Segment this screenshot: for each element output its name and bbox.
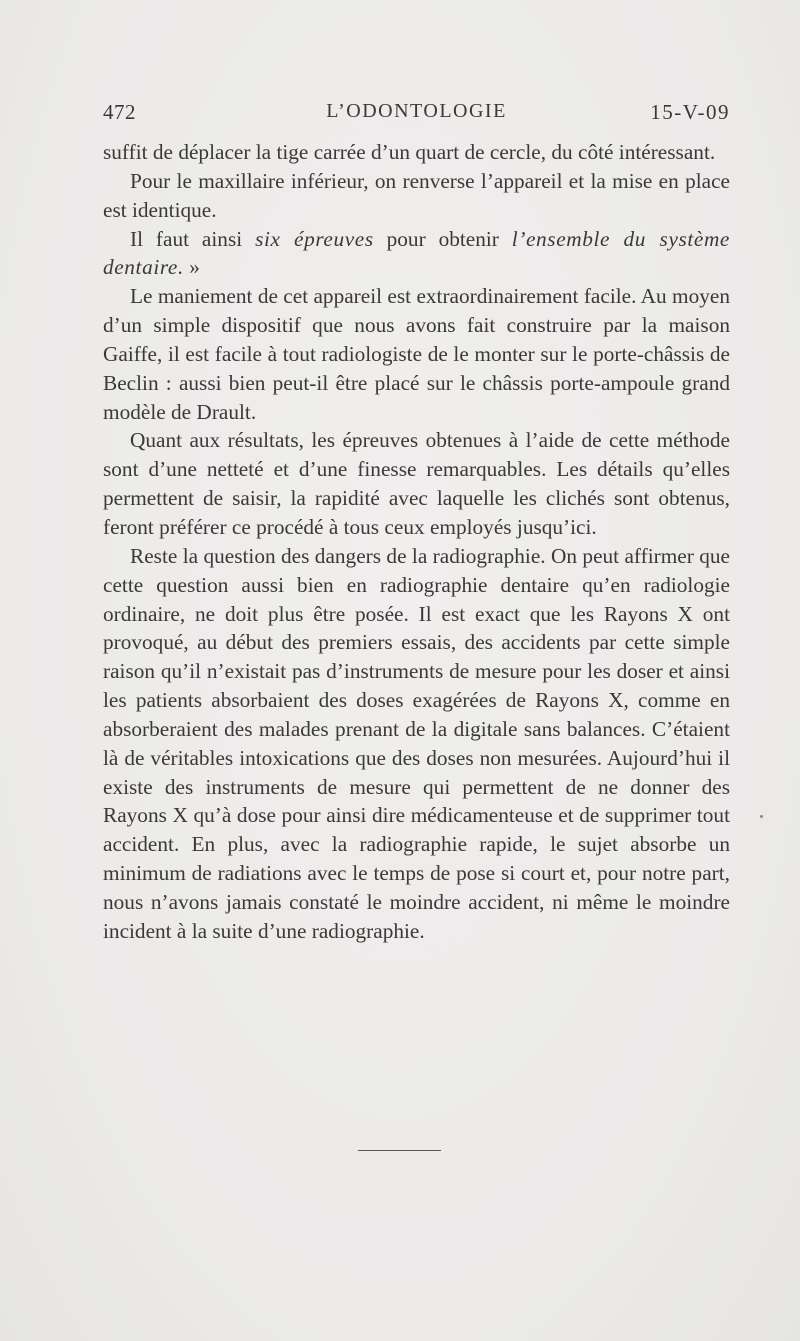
paragraph (103, 542, 730, 946)
text-run: Pour le maxillaire inférieur, on renverse l’appareil et la mise en place est identique. (103, 168, 730, 222)
issue-date: 15-V-09 (650, 100, 730, 124)
italic-text: l’ensemble du système dentaire. (103, 226, 730, 280)
paragraph (103, 167, 730, 225)
text-run: pour obtenir (373, 226, 512, 251)
running-title: L’ODONTOLOGIE (326, 100, 507, 122)
page-number: 472 (103, 100, 136, 124)
section-rule (358, 1150, 441, 1151)
paragraph (103, 426, 730, 541)
body-text (103, 138, 730, 946)
paragraph (103, 138, 730, 167)
page-header (103, 100, 730, 128)
text-run: Quant aux résultats, les épreuves obtenues à l’aide de cette méthode sont d’une netteté et d’une finesse remarquables. Les détails qu’elles permettent de saisir, la rapidité avec laquelle les clichés sont obtenus, feront préférer ce procédé à tous ceux employés jusqu’ici. (103, 428, 730, 539)
paragraph (103, 282, 730, 426)
paper-speck (760, 815, 763, 818)
text-run: Il faut ainsi (130, 226, 256, 251)
text-run: suffit de déplacer la tige carrée d’un quart de cercle, du côté intéressant. (103, 140, 716, 164)
italic-text: six épreuves (255, 226, 374, 251)
text-run: Le maniement de cet appareil est extraordinairement facile. Au moyen d’un simple dispositif que nous avons fait construire par la maison Gaiffe, il est facile à tout radiologiste de le monter sur le porte-châssis de Beclin : aussi bien peut-il être placé sur le châssis porte-ampoule grand modèle de Drault. (103, 284, 730, 424)
text-run: Reste la question des dangers de la radiographie. On peut affirmer que cette question aussi bien en radiographie dentaire qu’en radiologie ordinaire, ne doit plus être posée. Il est exact que les Rayons X ont provoqué, au début des premiers essais, des accidents par cette simple raison qu’il n’existait pas d’instruments de mesure pour les doser et ainsi les patients absorbaient des doses exagérées de Rayons X, comme en absorberaient des malades prenant de la digitale sans balances. C’étaient là de véritables intoxications que des doses non mesurées. Aujourd’hui il existe des instruments de mesure qui permettent de ne donner des Rayons X qu’à dose pour ainsi dire médicamenteuse et de supprimer tout accident. En plus, avec la radiographie rapide, le sujet absorbe un minimum de radiations avec le temps de pose si court et, pour notre part, nous n’avons jamais constaté le moindre accident, ni même le moindre incident à la suite d’une radiographie. (103, 543, 730, 943)
paragraph (103, 225, 730, 283)
text-run: » (183, 255, 200, 280)
